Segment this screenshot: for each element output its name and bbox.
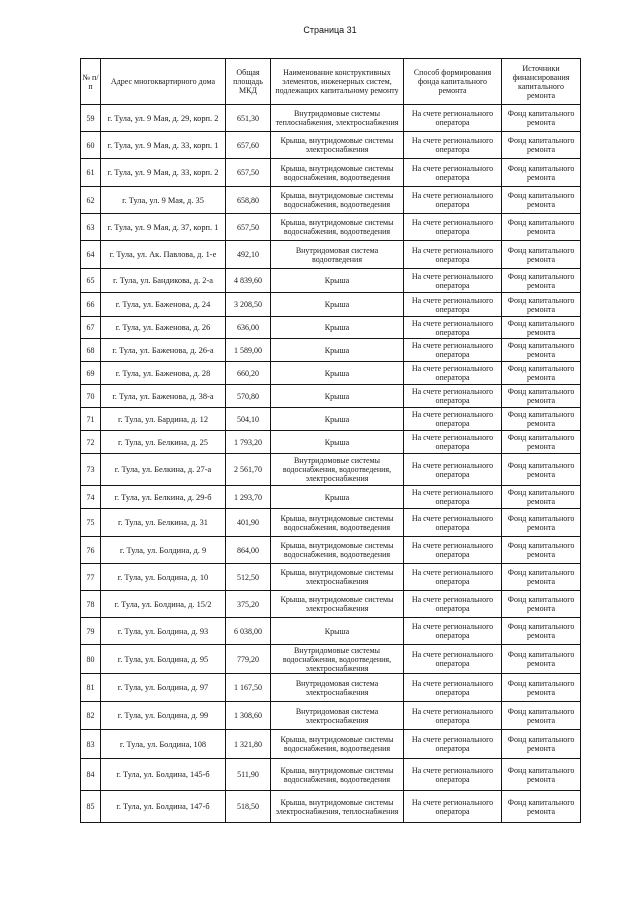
- table-row: [81, 214, 581, 241]
- cell-method: На счете регионального оператора: [404, 317, 502, 339]
- cell-method: На счете регионального оператора: [404, 269, 502, 293]
- cell-source: Фонд капитального ремонта: [502, 618, 581, 645]
- cell-area: 1 793,20: [226, 431, 271, 454]
- cell-address: г. Тула, ул. Баженова, д. 26-а: [101, 339, 226, 362]
- cell-number: 64: [81, 241, 101, 269]
- cell-elements: Крыша, внутридомовые системы водоснабжения, водоотведения: [271, 759, 404, 791]
- cell-method: На счете регионального оператора: [404, 132, 502, 159]
- cell-method: На счете регионального оператора: [404, 241, 502, 269]
- cell-area: 4 839,60: [226, 269, 271, 293]
- cell-source: Фонд капитального ремонта: [502, 214, 581, 241]
- cell-elements: Внутридомовая система электроснабжения: [271, 702, 404, 730]
- cell-number: 79: [81, 618, 101, 645]
- table-row: [81, 105, 581, 132]
- cell-elements: Крыша: [271, 486, 404, 509]
- cell-address: г. Тула, ул. Болдина, д. 93: [101, 618, 226, 645]
- table-row: [81, 791, 581, 823]
- table-row: [81, 674, 581, 702]
- table-row: [81, 591, 581, 618]
- cell-source: Фонд капитального ремонта: [502, 269, 581, 293]
- cell-method: На счете регионального оператора: [404, 431, 502, 454]
- cell-elements: Крыша, внутридомовые системы водоснабжения, водоотведения: [271, 214, 404, 241]
- cell-area: 1 293,70: [226, 486, 271, 509]
- cell-method: На счете регионального оператора: [404, 591, 502, 618]
- cell-elements: Крыша, внутридомовые системы электроснабжения: [271, 564, 404, 591]
- cell-source: Фонд капитального ремонта: [502, 509, 581, 537]
- cell-source: Фонд капитального ремонта: [502, 454, 581, 486]
- cell-number: 68: [81, 339, 101, 362]
- cell-method: На счете регионального оператора: [404, 674, 502, 702]
- cell-area: 570,80: [226, 385, 271, 408]
- cell-source: Фонд капитального ремонта: [502, 486, 581, 509]
- cell-address: г. Тула, ул. Белкина, д. 25: [101, 431, 226, 454]
- cell-address: г. Тула, ул. Бандикова, д. 2-а: [101, 269, 226, 293]
- cell-elements: Крыша: [271, 339, 404, 362]
- table-row: [81, 564, 581, 591]
- cell-number: 78: [81, 591, 101, 618]
- cell-area: 511,90: [226, 759, 271, 791]
- header-elements: Наименование конструктивных элементов, инженерных систем, подлежащих капитальному ремонту: [271, 59, 404, 105]
- cell-source: Фонд капитального ремонта: [502, 674, 581, 702]
- cell-number: 83: [81, 730, 101, 759]
- cell-number: 60: [81, 132, 101, 159]
- cell-elements: Крыша: [271, 408, 404, 431]
- cell-number: 62: [81, 187, 101, 214]
- cell-area: 657,50: [226, 159, 271, 187]
- cell-number: 61: [81, 159, 101, 187]
- cell-method: На счете регионального оператора: [404, 339, 502, 362]
- cell-number: 74: [81, 486, 101, 509]
- cell-elements: Внутридомовые системы водоснабжения, водоотведения, электроснабжения: [271, 454, 404, 486]
- cell-method: На счете регионального оператора: [404, 645, 502, 674]
- cell-method: На счете регионального оператора: [404, 159, 502, 187]
- cell-area: 6 038,00: [226, 618, 271, 645]
- cell-source: Фонд капитального ремонта: [502, 564, 581, 591]
- cell-elements: Внутридомовая система водоотведения: [271, 241, 404, 269]
- cell-source: Фонд капитального ремонта: [502, 408, 581, 431]
- cell-source: Фонд капитального ремонта: [502, 159, 581, 187]
- table-row: [81, 702, 581, 730]
- cell-area: 3 208,50: [226, 293, 271, 317]
- table-row: [81, 431, 581, 454]
- cell-address: г. Тула, ул. Болдина, д. 95: [101, 645, 226, 674]
- cell-area: 401,90: [226, 509, 271, 537]
- cell-address: г. Тула, ул. Белкина, д. 31: [101, 509, 226, 537]
- cell-number: 65: [81, 269, 101, 293]
- cell-area: 375,20: [226, 591, 271, 618]
- cell-area: 658,80: [226, 187, 271, 214]
- cell-source: Фонд капитального ремонта: [502, 730, 581, 759]
- cell-source: Фонд капитального ремонта: [502, 241, 581, 269]
- cell-address: г. Тула, ул. 9 Мая, д. 33, корп. 2: [101, 159, 226, 187]
- cell-number: 80: [81, 645, 101, 674]
- cell-source: Фонд капитального ремонта: [502, 645, 581, 674]
- cell-area: 1 321,80: [226, 730, 271, 759]
- table-row: [81, 759, 581, 791]
- cell-address: г. Тула, ул. Баженова, д. 28: [101, 362, 226, 385]
- table-header-row: [81, 59, 581, 105]
- cell-number: 69: [81, 362, 101, 385]
- cell-elements: Крыша: [271, 269, 404, 293]
- cell-area: 2 561,70: [226, 454, 271, 486]
- cell-area: 636,00: [226, 317, 271, 339]
- cell-area: 660,20: [226, 362, 271, 385]
- cell-address: г. Тула, ул. Болдина, д. 99: [101, 702, 226, 730]
- cell-area: 651,30: [226, 105, 271, 132]
- cell-area: 864,00: [226, 537, 271, 564]
- page-number-title: Страница 31: [303, 25, 357, 35]
- cell-elements: Крыша, внутридомовые системы водоснабжения, водоотведения: [271, 509, 404, 537]
- table-row: [81, 645, 581, 674]
- header-method: Способ формирования фонда капитального ремонта: [404, 59, 502, 105]
- cell-area: 504,10: [226, 408, 271, 431]
- table-header: [81, 59, 581, 105]
- table-row: [81, 486, 581, 509]
- cell-address: г. Тула, ул. Баженова, д. 38-а: [101, 385, 226, 408]
- cell-elements: Внутридомовые системы теплоснабжения, электроснабжения: [271, 105, 404, 132]
- table-row: [81, 317, 581, 339]
- header-number: № п/п: [81, 59, 101, 105]
- cell-elements: Крыша, внутридомовые системы водоснабжения, водоотведения: [271, 730, 404, 759]
- cell-number: 84: [81, 759, 101, 791]
- table-row: [81, 187, 581, 214]
- cell-source: Фонд капитального ремонта: [502, 317, 581, 339]
- table-row: [81, 293, 581, 317]
- cell-source: Фонд капитального ремонта: [502, 293, 581, 317]
- cell-elements: Крыша, внутридомовые системы электроснабжения, теплоснабжения: [271, 791, 404, 823]
- cell-elements: Крыша: [271, 385, 404, 408]
- table-row: [81, 159, 581, 187]
- cell-number: 70: [81, 385, 101, 408]
- table-row: [81, 241, 581, 269]
- cell-number: 73: [81, 454, 101, 486]
- table-row: [81, 509, 581, 537]
- table-row: [81, 132, 581, 159]
- cell-method: На счете регионального оператора: [404, 454, 502, 486]
- cell-address: г. Тула, ул. 9 Мая, д. 35: [101, 187, 226, 214]
- cell-method: На счете регионального оператора: [404, 537, 502, 564]
- cell-address: г. Тула, ул. 9 Мая, д. 37, корп. 1: [101, 214, 226, 241]
- cell-elements: Крыша: [271, 317, 404, 339]
- cell-elements: Крыша, внутридомовые системы электроснабжения: [271, 132, 404, 159]
- cell-source: Фонд капитального ремонта: [502, 132, 581, 159]
- cell-number: 81: [81, 674, 101, 702]
- cell-source: Фонд капитального ремонта: [502, 362, 581, 385]
- cell-source: Фонд капитального ремонта: [502, 339, 581, 362]
- cell-method: На счете регионального оператора: [404, 618, 502, 645]
- cell-area: 1 167,50: [226, 674, 271, 702]
- cell-address: г. Тула, ул. Баженова, д. 26: [101, 317, 226, 339]
- cell-number: 77: [81, 564, 101, 591]
- cell-method: На счете регионального оператора: [404, 105, 502, 132]
- cell-source: Фонд капитального ремонта: [502, 385, 581, 408]
- cell-number: 66: [81, 293, 101, 317]
- cell-elements: Крыша, внутридомовые системы водоснабжения, водоотведения: [271, 159, 404, 187]
- cell-elements: Внутридомовые системы водоснабжения, водоотведения, электроснабжения: [271, 645, 404, 674]
- cell-method: На счете регионального оператора: [404, 730, 502, 759]
- table-row: [81, 537, 581, 564]
- cell-address: г. Тула, ул. Бардина, д. 12: [101, 408, 226, 431]
- cell-address: г. Тула, ул. Болдина, д. 97: [101, 674, 226, 702]
- cell-source: Фонд капитального ремонта: [502, 759, 581, 791]
- cell-address: г. Тула, ул. Болдина, д. 9: [101, 537, 226, 564]
- cell-method: На счете регионального оператора: [404, 759, 502, 791]
- cell-method: На счете регионального оператора: [404, 293, 502, 317]
- cell-elements: Внутридомовая система электроснабжения: [271, 674, 404, 702]
- cell-address: г. Тула, ул. Болдина, д. 15/2: [101, 591, 226, 618]
- table-row: [81, 362, 581, 385]
- table-row: [81, 269, 581, 293]
- cell-area: 492,10: [226, 241, 271, 269]
- cell-method: На счете регионального оператора: [404, 509, 502, 537]
- table-row: [81, 339, 581, 362]
- cell-elements: Крыша: [271, 293, 404, 317]
- cell-source: Фонд капитального ремонта: [502, 791, 581, 823]
- cell-method: На счете регионального оператора: [404, 564, 502, 591]
- capital-repair-table: [80, 58, 581, 823]
- cell-source: Фонд капитального ремонта: [502, 187, 581, 214]
- cell-area: 518,50: [226, 791, 271, 823]
- cell-source: Фонд капитального ремонта: [502, 105, 581, 132]
- table-body: [81, 105, 581, 823]
- cell-elements: Крыша: [271, 618, 404, 645]
- cell-address: г. Тула, ул. Белкина, д. 29-б: [101, 486, 226, 509]
- cell-method: На счете регионального оператора: [404, 408, 502, 431]
- cell-source: Фонд капитального ремонта: [502, 591, 581, 618]
- cell-number: 75: [81, 509, 101, 537]
- header-address: Адрес многоквартирного дома: [101, 59, 226, 105]
- cell-area: 1 308,60: [226, 702, 271, 730]
- cell-method: На счете регионального оператора: [404, 486, 502, 509]
- cell-elements: Крыша, внутридомовые системы водоснабжения, водоотведения: [271, 537, 404, 564]
- table-row: [81, 730, 581, 759]
- cell-address: г. Тула, ул. Баженова, д. 24: [101, 293, 226, 317]
- cell-address: г. Тула, ул. Ак. Павлова, д. 1-е: [101, 241, 226, 269]
- table-row: [81, 454, 581, 486]
- cell-elements: Крыша: [271, 362, 404, 385]
- cell-elements: Крыша, внутридомовые системы электроснабжения: [271, 591, 404, 618]
- cell-number: 82: [81, 702, 101, 730]
- cell-address: г. Тула, ул. 9 Мая, д. 29, корп. 2: [101, 105, 226, 132]
- cell-source: Фонд капитального ремонта: [502, 431, 581, 454]
- table-row: [81, 618, 581, 645]
- header-area: Общая площадь МКД: [226, 59, 271, 105]
- cell-source: Фонд капитального ремонта: [502, 702, 581, 730]
- cell-address: г. Тула, ул. Болдина, 108: [101, 730, 226, 759]
- cell-number: 59: [81, 105, 101, 132]
- cell-method: На счете регионального оператора: [404, 791, 502, 823]
- cell-area: 657,60: [226, 132, 271, 159]
- cell-area: 1 589,00: [226, 339, 271, 362]
- cell-method: На счете регионального оператора: [404, 385, 502, 408]
- cell-method: На счете регионального оператора: [404, 702, 502, 730]
- cell-method: На счете регионального оператора: [404, 187, 502, 214]
- cell-method: На счете регионального оператора: [404, 214, 502, 241]
- cell-address: г. Тула, ул. Болдина, 145-б: [101, 759, 226, 791]
- cell-elements: Крыша: [271, 431, 404, 454]
- table-row: [81, 408, 581, 431]
- cell-elements: Крыша, внутридомовые системы водоснабжения, водоотведения: [271, 187, 404, 214]
- cell-number: 71: [81, 408, 101, 431]
- cell-address: г. Тула, ул. Болдина, д. 10: [101, 564, 226, 591]
- table-row: [81, 385, 581, 408]
- cell-address: г. Тула, ул. Белкина, д. 27-а: [101, 454, 226, 486]
- cell-area: 657,50: [226, 214, 271, 241]
- cell-area: 512,50: [226, 564, 271, 591]
- cell-area: 779,20: [226, 645, 271, 674]
- cell-method: На счете регионального оператора: [404, 362, 502, 385]
- cell-number: 72: [81, 431, 101, 454]
- header-source: Источники финансирования капитального ремонта: [502, 59, 581, 105]
- cell-address: г. Тула, ул. 9 Мая, д. 33, корп. 1: [101, 132, 226, 159]
- cell-number: 63: [81, 214, 101, 241]
- cell-number: 85: [81, 791, 101, 823]
- cell-source: Фонд капитального ремонта: [502, 537, 581, 564]
- cell-number: 76: [81, 537, 101, 564]
- cell-number: 67: [81, 317, 101, 339]
- cell-address: г. Тула, ул. Болдина, 147-б: [101, 791, 226, 823]
